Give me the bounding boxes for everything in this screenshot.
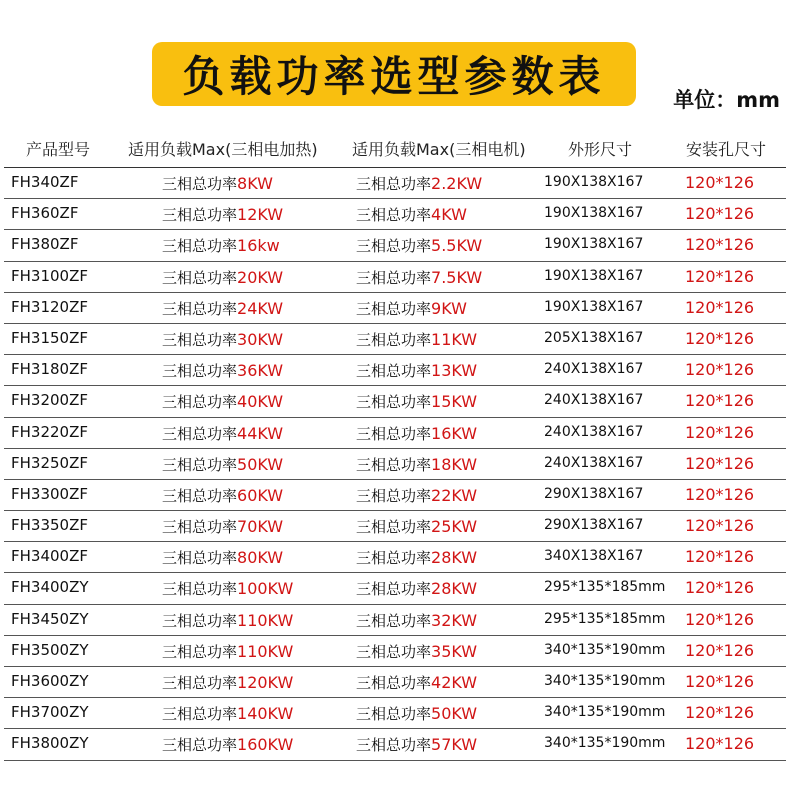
cell-dimensions: 190X138X167 [544, 205, 644, 222]
table-row [4, 667, 786, 698]
table-row [4, 324, 786, 355]
cell-dimensions: 295*135*185mm [544, 610, 666, 627]
heat-load-value: 8KW [237, 174, 273, 193]
power-prefix: 三相总功率 [356, 299, 432, 318]
power-prefix: 三相总功率 [162, 393, 238, 412]
cell-dimensions: 340*135*190mm [544, 704, 666, 721]
cell-hole-size: 120*126 [685, 484, 755, 504]
header-hole-size: 安装孔尺寸 [686, 140, 767, 159]
cell-heat-load [162, 267, 283, 288]
cell-motor-load [356, 454, 477, 475]
cell-model: FH3450ZY [11, 609, 89, 628]
table-row [4, 449, 786, 480]
table-row [4, 698, 786, 729]
power-prefix: 三相总功率 [162, 362, 238, 381]
cell-motor-load [356, 641, 477, 662]
cell-hole-size: 120*126 [685, 516, 755, 536]
table-row [4, 262, 786, 293]
cell-hole-size: 120*126 [685, 422, 755, 442]
cell-hole-size: 120*126 [685, 453, 755, 473]
table-row [4, 542, 786, 573]
power-prefix: 三相总功率 [356, 455, 432, 474]
unit-label: 单位：mm [673, 88, 780, 112]
heat-load-value: 110KW [237, 641, 294, 661]
motor-load-value: 18KW [431, 454, 478, 474]
power-prefix: 三相总功率 [162, 424, 238, 443]
heat-load-value: 70KW [237, 517, 284, 537]
power-prefix: 三相总功率 [356, 424, 432, 443]
header-dimensions: 外形尺寸 [568, 140, 633, 159]
table-row [4, 418, 786, 449]
cell-dimensions: 340X138X167 [544, 548, 644, 565]
heat-load-value: 80KW [237, 548, 284, 568]
power-prefix: 三相总功率 [162, 299, 238, 318]
cell-heat-load [162, 391, 283, 412]
power-prefix: 三相总功率 [356, 674, 432, 692]
heat-load-value: 60KW [237, 485, 284, 505]
title-banner [152, 42, 636, 106]
cell-dimensions: 295*135*185mm [544, 579, 666, 596]
cell-model: FH3400ZF [11, 547, 88, 566]
cell-model: FH3400ZY [11, 578, 89, 597]
cell-motor-load [356, 235, 482, 256]
motor-load-value: 13KW [431, 361, 478, 381]
cell-model: FH3500ZY [11, 640, 89, 659]
cell-dimensions: 340*135*190mm [544, 673, 666, 689]
cell-model: FH3200ZF [11, 391, 88, 410]
cell-dimensions: 190X138X167 [544, 267, 644, 284]
motor-load-value: 2.2KW [431, 174, 483, 193]
cell-heat-load [162, 235, 280, 256]
cell-model: FH3120ZF [11, 297, 88, 316]
cell-heat-load [162, 360, 283, 381]
header-model: 产品型号 [26, 140, 91, 159]
power-prefix: 三相总功率 [356, 486, 432, 505]
motor-load-value: 50KW [431, 704, 478, 724]
motor-load-value: 11KW [431, 329, 478, 349]
cell-model: FH3800ZY [11, 734, 89, 753]
cell-heat-load [162, 578, 293, 599]
heat-load-value: 140KW [237, 704, 294, 724]
cell-model: FH3180ZF [11, 360, 88, 379]
cell-heat-load [162, 454, 283, 475]
cell-hole-size: 120*126 [685, 391, 755, 411]
heat-load-value: 100KW [237, 579, 294, 599]
cell-dimensions: 290X138X167 [544, 485, 644, 502]
heat-load-value: 120KW [237, 673, 294, 692]
power-prefix: 三相总功率 [162, 549, 238, 568]
heat-load-value: 24KW [237, 298, 284, 318]
cell-motor-load [356, 329, 477, 350]
table-row [4, 729, 786, 760]
cell-heat-load [162, 423, 283, 444]
motor-load-value: 7.5KW [431, 267, 483, 287]
cell-hole-size: 120*126 [685, 204, 755, 224]
motor-load-value: 25KW [431, 517, 478, 537]
cell-dimensions: 205X138X167 [544, 329, 644, 346]
motor-load-value: 22KW [431, 485, 478, 505]
heat-load-value: 50KW [237, 454, 284, 474]
cell-motor-load [356, 204, 467, 225]
power-prefix: 三相总功率 [162, 175, 238, 193]
power-prefix: 三相总功率 [162, 486, 238, 505]
cell-heat-load [162, 703, 293, 724]
cell-dimensions: 240X138X167 [544, 423, 644, 440]
cell-heat-load [162, 329, 283, 350]
cell-model: FH3220ZF [11, 422, 88, 441]
cell-motor-load [356, 360, 477, 381]
parameter-table [4, 168, 786, 761]
table-row [4, 230, 786, 261]
cell-motor-load [356, 173, 482, 194]
motor-load-value: 5.5KW [431, 236, 483, 256]
cell-model: FH360ZF [11, 204, 79, 223]
cell-motor-load [356, 672, 477, 693]
cell-heat-load [162, 516, 283, 537]
power-prefix: 三相总功率 [356, 175, 432, 193]
power-prefix: 三相总功率 [356, 330, 432, 349]
power-prefix: 三相总功率 [162, 736, 238, 755]
power-prefix: 三相总功率 [356, 736, 432, 755]
cell-motor-load [356, 267, 482, 288]
table-row [4, 511, 786, 542]
cell-motor-load [356, 516, 477, 537]
cell-hole-size: 120*126 [685, 547, 755, 567]
power-prefix: 三相总功率 [356, 237, 432, 256]
cell-motor-load [356, 423, 477, 444]
power-prefix: 三相总功率 [162, 642, 238, 661]
page-title: 负载功率选型参数表 [182, 52, 606, 101]
motor-load-value: 28KW [431, 548, 478, 568]
cell-heat-load [162, 547, 283, 568]
cell-dimensions: 240X138X167 [544, 392, 644, 409]
power-prefix: 三相总功率 [356, 549, 432, 568]
cell-hole-size: 120*126 [685, 173, 755, 192]
heat-load-value: 160KW [237, 735, 294, 755]
cell-hole-size: 120*126 [685, 328, 755, 348]
cell-model: FH380ZF [11, 235, 79, 254]
table-row [4, 573, 786, 604]
cell-dimensions: 340*135*190mm [544, 735, 666, 752]
motor-load-value: 15KW [431, 392, 478, 412]
heat-load-value: 20KW [237, 267, 284, 287]
power-prefix: 三相总功率 [356, 268, 432, 287]
cell-model: FH3700ZY [11, 703, 89, 722]
cell-hole-size: 120*126 [685, 235, 755, 255]
cell-hole-size: 120*126 [685, 297, 755, 317]
power-prefix: 三相总功率 [356, 580, 432, 599]
cell-motor-load [356, 578, 477, 599]
cell-heat-load [162, 610, 293, 631]
cell-heat-load [162, 173, 273, 194]
power-prefix: 三相总功率 [356, 611, 432, 630]
power-prefix: 三相总功率 [356, 642, 432, 661]
motor-load-value: 32KW [431, 610, 478, 630]
motor-load-value: 35KW [431, 641, 478, 661]
cell-dimensions: 190X138X167 [544, 298, 644, 315]
cell-heat-load [162, 672, 293, 693]
cell-heat-load [162, 204, 283, 225]
cell-dimensions: 240X138X167 [544, 454, 644, 471]
heat-load-value: 40KW [237, 392, 284, 412]
motor-load-value: 28KW [431, 579, 478, 599]
cell-hole-size: 120*126 [685, 609, 755, 629]
cell-model: FH3300ZF [11, 484, 88, 503]
cell-motor-load [356, 703, 477, 724]
cell-hole-size: 120*126 [685, 734, 755, 754]
power-prefix: 三相总功率 [356, 518, 432, 537]
cell-hole-size: 120*126 [685, 640, 755, 660]
cell-hole-size: 120*126 [685, 672, 755, 691]
cell-hole-size: 120*126 [685, 360, 755, 380]
cell-motor-load [356, 610, 477, 631]
cell-dimensions: 190X138X167 [544, 174, 644, 190]
power-prefix: 三相总功率 [162, 237, 238, 256]
table-row [4, 480, 786, 511]
cell-dimensions: 240X138X167 [544, 361, 644, 378]
motor-load-value: 42KW [431, 673, 478, 692]
power-prefix: 三相总功率 [162, 518, 238, 537]
table-row [4, 199, 786, 230]
heat-load-value: 36KW [237, 361, 284, 381]
motor-load-value: 16KW [431, 423, 478, 443]
motor-load-value: 57KW [431, 735, 478, 755]
cell-hole-size: 120*126 [685, 578, 755, 598]
power-prefix: 三相总功率 [356, 705, 432, 724]
table-row [4, 605, 786, 636]
table-row [4, 355, 786, 386]
power-prefix: 三相总功率 [356, 362, 432, 381]
table-row [4, 168, 786, 199]
cell-hole-size: 120*126 [685, 703, 755, 723]
power-prefix: 三相总功率 [162, 580, 238, 599]
table-row [4, 386, 786, 417]
heat-load-value: 12KW [237, 205, 284, 225]
cell-heat-load [162, 298, 283, 319]
power-prefix: 三相总功率 [162, 455, 238, 474]
cell-model: FH3100ZF [11, 266, 88, 285]
motor-load-value: 4KW [431, 205, 467, 225]
power-prefix: 三相总功率 [162, 206, 238, 225]
power-prefix: 三相总功率 [162, 705, 238, 724]
cell-motor-load [356, 391, 477, 412]
cell-dimensions: 340*135*190mm [544, 641, 666, 658]
power-prefix: 三相总功率 [356, 206, 432, 225]
cell-motor-load [356, 485, 477, 506]
cell-dimensions: 190X138X167 [544, 236, 644, 253]
cell-motor-load [356, 298, 467, 319]
table-row [4, 293, 786, 324]
table-row [4, 636, 786, 667]
cell-heat-load [162, 641, 293, 662]
cell-model: FH3600ZY [11, 672, 89, 690]
cell-model: FH3150ZF [11, 328, 88, 347]
cell-heat-load [162, 485, 283, 506]
header-motor-load: 适用负载Max(三相电机) [352, 140, 526, 159]
table-header [0, 134, 790, 164]
power-prefix: 三相总功率 [162, 268, 238, 287]
power-prefix: 三相总功率 [162, 330, 238, 349]
heat-load-value: 44KW [237, 423, 284, 443]
cell-heat-load [162, 734, 293, 755]
motor-load-value: 9KW [431, 298, 467, 318]
cell-hole-size: 120*126 [685, 266, 755, 286]
cell-motor-load [356, 547, 477, 568]
cell-dimensions: 290X138X167 [544, 517, 644, 534]
heat-load-value: 16kw [237, 236, 280, 256]
heat-load-value: 110KW [237, 610, 294, 630]
cell-model: FH340ZF [11, 173, 79, 191]
power-prefix: 三相总功率 [356, 393, 432, 412]
header-heat-load: 适用负载Max(三相电加热) [128, 140, 318, 159]
cell-model: FH3250ZF [11, 453, 88, 472]
power-prefix: 三相总功率 [162, 674, 238, 692]
power-prefix: 三相总功率 [162, 611, 238, 630]
cell-motor-load [356, 734, 477, 755]
cell-model: FH3350ZF [11, 516, 88, 535]
heat-load-value: 30KW [237, 329, 284, 349]
